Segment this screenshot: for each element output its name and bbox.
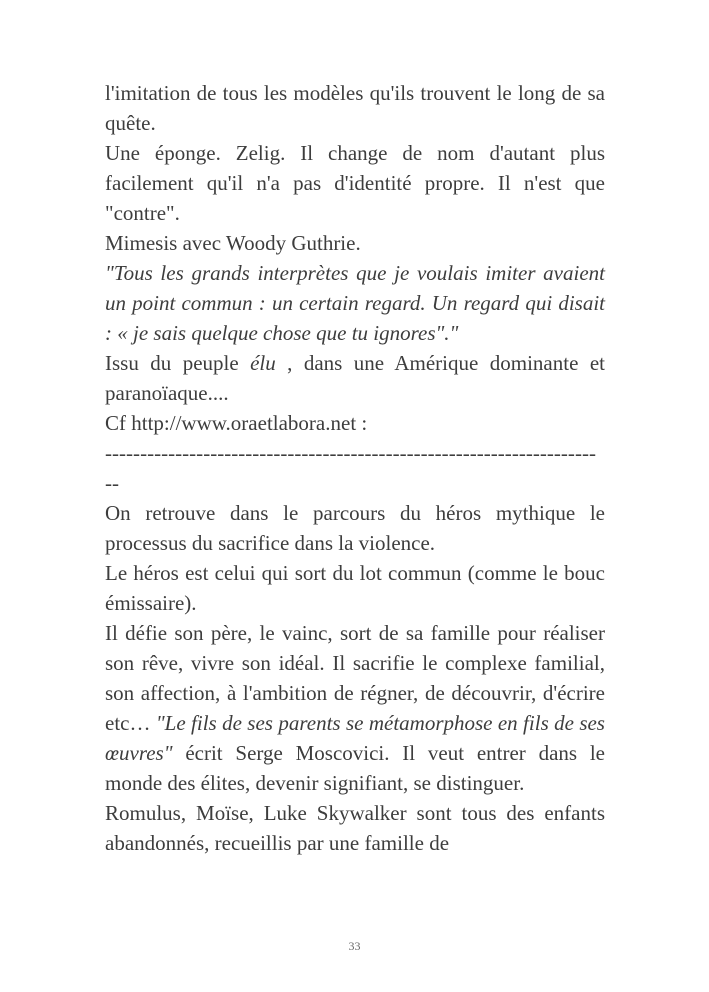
paragraph-cf-url: [105, 408, 605, 438]
italic-run: élu: [250, 351, 276, 375]
text-run: Une éponge. Zelig. Il change de nom d'autant plus facilement qu'il n'a pas d'identité propre. Il n'est que "contre".: [105, 141, 605, 225]
page-number: 33: [348, 939, 361, 953]
text-run: --: [105, 471, 120, 495]
paragraph-heros-mythique: [105, 498, 605, 558]
paragraph-continuation: [105, 78, 605, 138]
text-run: Il défie son père, le vainc, sort de sa famille pour réaliser son rêve, vivre son idéal. Il sacrifie le complexe familial, son affection, à l'ambition de régner, de découvrir, d'écrire etc…: [105, 621, 605, 735]
text-run: Romulus, Moïse, Luke Skywalker sont tous des enfants abandonnés, recueillis par une famille de: [105, 801, 605, 855]
paragraph-romulus: [105, 798, 605, 858]
paragraph-mimesis: [105, 228, 605, 258]
paragraph-lot-commun: [105, 558, 605, 618]
italic-run: "Le fils de ses parents se métamorphose en fils de ses œuvres": [105, 711, 605, 765]
text-run: Cf: [105, 411, 132, 435]
text-run: l'imitation de tous les modèles qu'ils trouvent le long de sa quête.: [105, 81, 605, 135]
text-run: :: [356, 411, 368, 435]
text-run: ----------------------------------------------------------------------: [105, 441, 596, 465]
paragraph-peuple-elu: [105, 348, 605, 408]
page-text: [105, 78, 605, 858]
text-run: On retrouve dans le parcours du héros mythique le processus du sacrifice dans la violence.: [105, 501, 605, 555]
paragraph-defie-pere: [105, 618, 605, 798]
text-run: écrit Serge Moscovici. Il veut entrer dans le monde des élites, devenir signifiant, se distinguer.: [105, 741, 605, 795]
text-run: Issu du peuple: [105, 351, 251, 375]
text-run: , dans une Amérique dominante et paranoïaque....: [105, 351, 605, 405]
paragraph-eponge: [105, 138, 605, 228]
italic-run: "Tous les grands interprètes que je voulais imiter avaient un point commun : un certain regard. Un regard qui disait : « je sais quelque chose que tu ignores".": [105, 261, 605, 345]
paragraph-quote-interpretes: [105, 258, 605, 348]
url-text: http://www.oraetlabora.net: [131, 411, 357, 435]
divider-dashes: [105, 438, 605, 498]
text-run: Le héros est celui qui sort du lot commun (comme le bouc émissaire).: [105, 561, 605, 615]
text-run: Mimesis avec Woody Guthrie.: [105, 231, 361, 255]
